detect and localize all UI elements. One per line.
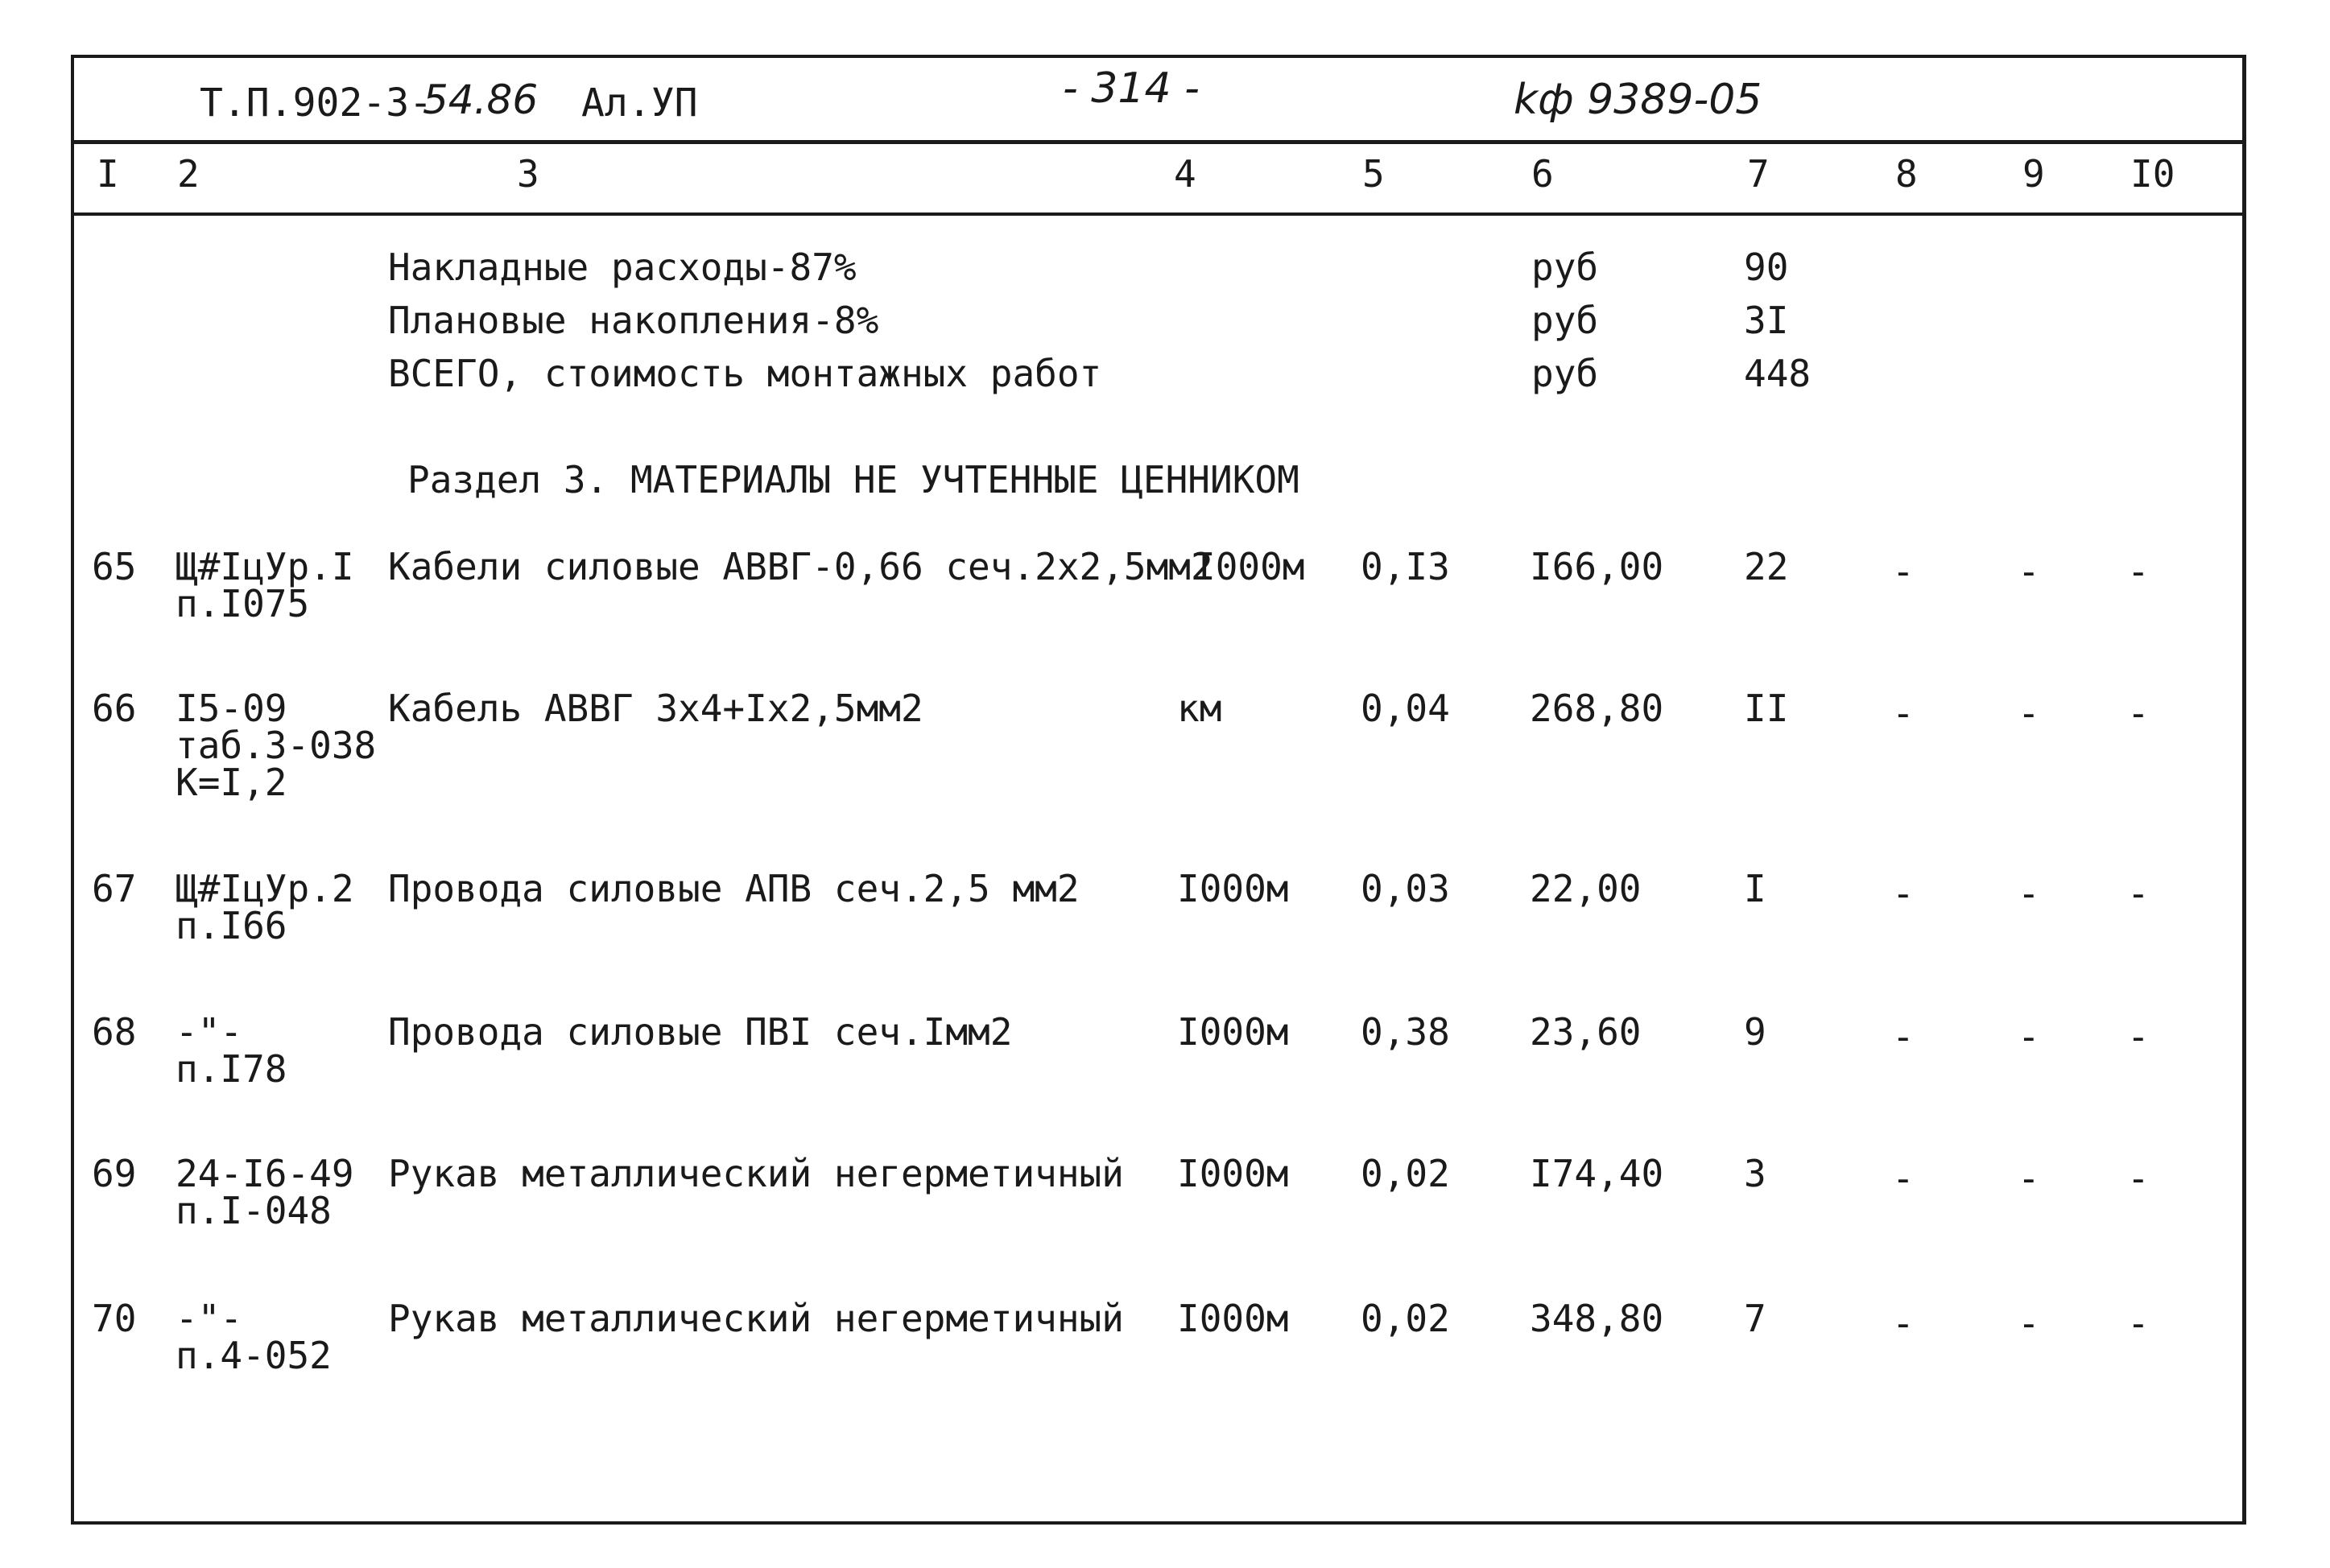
summary-label: Плановые накопления-8% (388, 299, 879, 342)
row-total: 22 (1744, 545, 1789, 588)
row-price: I74,40 (1530, 1152, 1664, 1195)
row-reference: К=I,2 (176, 761, 287, 804)
row-price: 348,80 (1530, 1297, 1664, 1340)
row-reference: таб.3-038 (176, 724, 377, 767)
row-quantity: 0,04 (1361, 687, 1450, 730)
row-col10: - (2127, 1015, 2150, 1058)
row-quantity: 0,02 (1361, 1297, 1450, 1340)
row-col10: - (2127, 550, 2150, 593)
col-num-3: 3 (517, 152, 539, 196)
summary-value: 3I (1744, 299, 1789, 342)
row-col9: - (2018, 691, 2040, 735)
row-unit: I000м (1193, 545, 1305, 588)
row-price: 268,80 (1530, 687, 1664, 730)
row-col9: - (2018, 1157, 2040, 1200)
row-number: 65 (92, 545, 137, 588)
column-rule (74, 213, 2245, 216)
row-quantity: 0,02 (1361, 1152, 1450, 1195)
row-unit: км (1177, 687, 1222, 730)
row-unit: I000м (1177, 1010, 1289, 1054)
row-price: 23,60 (1530, 1010, 1642, 1054)
row-reference: -"- (176, 1297, 243, 1340)
row-name: Кабели силовые АВВГ-0,66 сеч.2х2,5мм2 (388, 545, 1213, 588)
row-col10: - (2127, 1157, 2150, 1200)
row-quantity: 0,I3 (1361, 545, 1450, 588)
row-number: 70 (92, 1297, 137, 1340)
col-num-7: 7 (1747, 152, 1770, 196)
doc-code-handwritten: 54.86 (423, 76, 539, 123)
col-num-5: 5 (1362, 152, 1385, 196)
row-reference: п.I66 (176, 904, 287, 947)
row-total: I (1744, 867, 1766, 910)
row-reference: п.4-052 (176, 1334, 332, 1377)
row-col10: - (2127, 1302, 2150, 1345)
row-number: 68 (92, 1010, 137, 1054)
row-col10: - (2127, 872, 2150, 915)
col-num-2: 2 (177, 152, 200, 196)
summary-label: Накладные расходы-87% (388, 246, 857, 289)
doc-code: Т.П.902-3- (200, 80, 432, 126)
row-col8: - (1892, 550, 1915, 593)
row-col8: - (1892, 872, 1915, 915)
section-title: Раздел 3. МАТЕРИАЛЫ НЕ УЧТЕННЫЕ ЦЕННИКОМ (407, 458, 1299, 501)
row-col9: - (2018, 550, 2040, 593)
row-quantity: 0,38 (1361, 1010, 1450, 1054)
row-reference: п.I075 (176, 582, 310, 625)
row-reference: п.I78 (176, 1047, 287, 1091)
row-name: Рукав металлический негерметичный (388, 1152, 1124, 1195)
row-unit: I000м (1177, 1297, 1289, 1340)
summary-unit: руб (1531, 299, 1599, 342)
row-unit: I000м (1177, 867, 1289, 910)
row-quantity: 0,03 (1361, 867, 1450, 910)
summary-label: ВСЕГО, стоимость монтажных работ (388, 352, 1102, 395)
row-col9: - (2018, 872, 2040, 915)
row-total: II (1744, 687, 1789, 730)
row-total: 7 (1744, 1297, 1766, 1340)
row-reference: Щ#IцУр.2 (176, 867, 354, 910)
col-num-6: 6 (1531, 152, 1554, 196)
summary-value: 90 (1744, 246, 1789, 289)
row-reference: 24-I6-49 (176, 1152, 354, 1195)
row-reference: п.I-048 (176, 1189, 332, 1232)
album-number: Ал.УП (581, 80, 698, 126)
row-col9: - (2018, 1302, 2040, 1345)
summary-unit: руб (1531, 246, 1599, 289)
row-col10: - (2127, 691, 2150, 735)
summary-value: 448 (1744, 352, 1812, 395)
row-price: 22,00 (1530, 867, 1642, 910)
col-num-1: I (97, 152, 119, 196)
row-unit: I000м (1177, 1152, 1289, 1195)
summary-unit: руб (1531, 352, 1599, 395)
row-name: Провода силовые ПВI сеч.Iмм2 (388, 1010, 1013, 1054)
page-number: - 314 - (1063, 64, 1200, 113)
archive-number: kф 9389-05 (1514, 76, 1762, 124)
col-num-8: 8 (1895, 152, 1918, 196)
row-reference: -"- (176, 1010, 243, 1054)
col-num-9: 9 (2022, 152, 2045, 196)
row-col8: - (1892, 1157, 1915, 1200)
row-col8: - (1892, 1302, 1915, 1345)
row-reference: Щ#IцУр.I (176, 545, 354, 588)
row-name: Кабель АВВГ 3х4+Iх2,5мм2 (388, 687, 923, 730)
row-number: 66 (92, 687, 137, 730)
row-name: Рукав металлический негерметичный (388, 1297, 1124, 1340)
row-price: I66,00 (1530, 545, 1664, 588)
row-col8: - (1892, 691, 1915, 735)
row-name: Провода силовые АПВ сеч.2,5 мм2 (388, 867, 1080, 910)
row-reference: I5-09 (176, 687, 287, 730)
row-number: 69 (92, 1152, 137, 1195)
row-col9: - (2018, 1015, 2040, 1058)
row-total: 9 (1744, 1010, 1766, 1054)
header-rule (74, 140, 2245, 144)
row-col8: - (1892, 1015, 1915, 1058)
row-total: 3 (1744, 1152, 1766, 1195)
col-num-10: I0 (2130, 152, 2175, 196)
col-num-4: 4 (1174, 152, 1196, 196)
row-number: 67 (92, 867, 137, 910)
